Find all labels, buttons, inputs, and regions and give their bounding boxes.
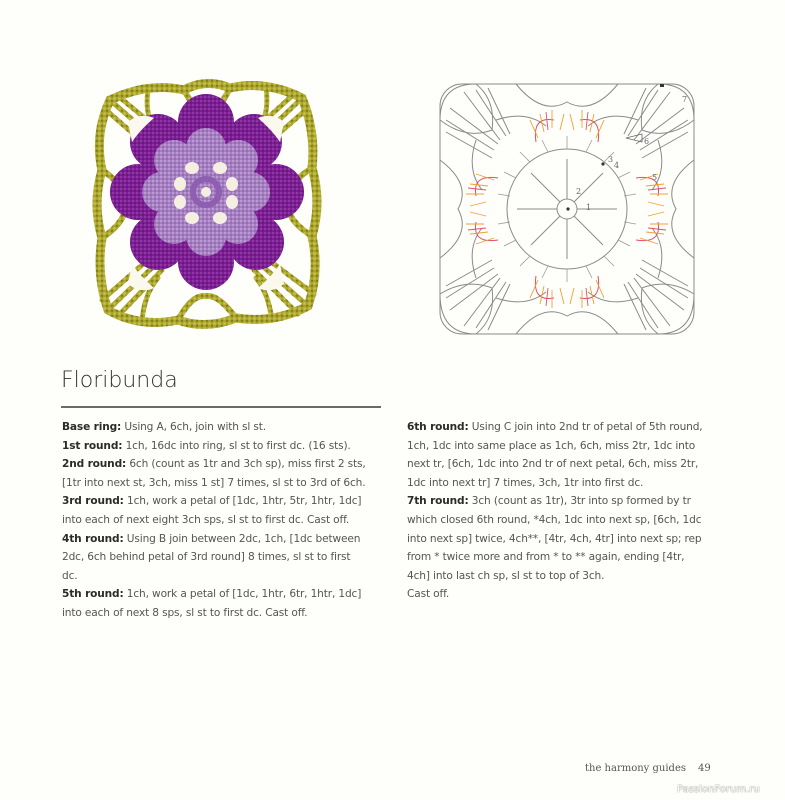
crochet-symbol-chart	[436, 80, 698, 338]
instructions-left-column	[62, 418, 392, 623]
instruction-round-4: 4th round: Using B join between 2dc, 1ch, [1dc between 2dc, 6ch behind petal of 3rd round] 8 times, sl st to first dc.	[62, 532, 361, 582]
title-divider	[61, 406, 381, 408]
instruction-round-7: 7th round: 3ch (count as 1tr), 3tr into sp formed by tr which closed 6th round, *4ch, 1dc into next sp, [6ch, 1dc into next sp] twice, 4ch**, [4tr, 4ch, 4tr] into next sp; rep from * twice more and from * to ** again, ending [4tr, 4ch] into last ch sp, sl st to top of 3ch. Cast off.	[407, 495, 702, 601]
round-label-6: 6	[644, 137, 650, 146]
page-number: 49	[698, 763, 711, 774]
instruction-round-1: 1st round: 1ch, 16dc into ring, sl st to first dc. (16 sts).	[62, 439, 351, 452]
round-label-1: 1	[586, 203, 592, 212]
instruction-round-3: 3rd round: 1ch, work a petal of [1dc, 1htr, 5tr, 1htr, 1dc] into each of next eight 3ch sps, sl st to first dc. Cast off.	[62, 495, 362, 526]
instruction-round-6: 6th round: Using C join into 2nd tr of petal of 5th round, 1ch, 1dc into same place as 1ch, 6ch, miss 2tr, 1dc into next tr, [6ch, 1dc into 2nd tr of next petal, 6ch, miss 2tr, 1dc into next tr] 7 times, 3ch, 1tr into first dc.	[407, 421, 703, 489]
crochet-motif-photo	[88, 72, 324, 334]
round-label-7: 7	[682, 95, 688, 104]
round-label-4: 4	[614, 161, 620, 170]
book-title: the harmony guides	[585, 763, 687, 774]
instruction-round-2: 2nd round: 6ch (count as 1tr and 3ch sp), miss first 2 sts, [1tr into next st, 3ch, miss 1 st] 7 times, sl st to 3rd of 6ch.	[62, 458, 366, 489]
pattern-title: Floribunda	[61, 368, 178, 393]
page-footer	[585, 763, 711, 774]
round-label-2: 2	[576, 187, 582, 196]
instruction-round-5: 5th round: 1ch, work a petal of [1dc, 1htr, 6tr, 1htr, 1dc] into each of next 8 sps, sl st to first dc. Cast off.	[62, 588, 362, 619]
instruction-base-ring: Base ring: Using A, 6ch, join with sl st.	[62, 421, 267, 433]
round-label-3: 3	[608, 155, 614, 164]
instructions-right-column	[407, 418, 757, 604]
round-label-5: 5	[652, 173, 658, 182]
watermark: PassionForum.ru	[677, 784, 760, 795]
